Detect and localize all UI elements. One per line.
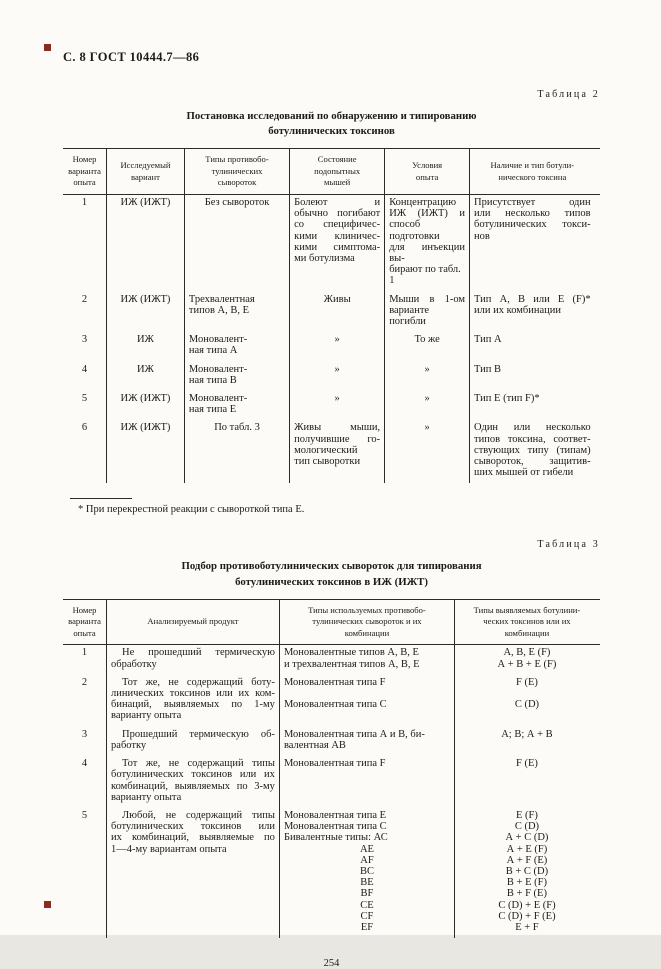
column-header: Номер варианта опыта bbox=[63, 149, 107, 194]
table2-title bbox=[63, 109, 600, 139]
table-cell: » bbox=[385, 391, 470, 420]
table-cell: 1 bbox=[63, 195, 107, 292]
footnote-rule bbox=[70, 498, 132, 499]
table-cell: Е (F) С (D) А + С (D) А + Е (F) А + F (Е) В + С (D) В + Е (F) В + F (Е) С (D) + Е (F) С (D) + F (Е) Е + F bbox=[498, 809, 556, 933]
table-2 bbox=[63, 148, 600, 483]
table-cell: 3 bbox=[63, 727, 107, 756]
table2-title-line2: ботулинических токсинов bbox=[268, 125, 395, 138]
table-row bbox=[63, 292, 600, 333]
column-header: Условия опыта bbox=[385, 149, 470, 194]
table-row bbox=[63, 195, 600, 292]
table-cell: 4 bbox=[63, 362, 107, 391]
table-cell: По табл. 3 bbox=[185, 420, 290, 483]
table-cell: Без сывороток bbox=[185, 195, 290, 292]
column-header: Типы противобо- тулинических сывороток bbox=[185, 149, 290, 194]
table-cell: Моновалентная типа F Моновалентная типа С bbox=[280, 675, 455, 727]
table-row bbox=[63, 675, 600, 727]
table-cell: 1 bbox=[63, 645, 107, 674]
table-row bbox=[63, 420, 600, 483]
table-cell: ИЖ (ИЖТ) bbox=[107, 195, 185, 292]
table-cell: Один или несколько типов токсина, соответ- ствующих типу (типам) сывороток, защитив- ших мышей от гибели bbox=[474, 422, 591, 479]
table-3 bbox=[63, 599, 600, 938]
column-header: Наличие и тип ботули- нического токсина bbox=[490, 160, 575, 182]
table-row bbox=[63, 756, 600, 808]
table-cell: Моновалентная типа Е Моновалентная типа С Бивалентные типы: АС АЕ AF ВС BE BF СЕ CF EF bbox=[280, 808, 455, 938]
table3-label: Таблица 3 bbox=[537, 539, 600, 551]
table-3-header-row bbox=[63, 600, 600, 646]
footnote-block bbox=[63, 498, 600, 515]
page-number: 254 bbox=[323, 958, 340, 969]
table-cell: Прошедший термическую об- работку bbox=[107, 727, 280, 756]
table-cell: То же bbox=[385, 332, 470, 361]
table-cell: » bbox=[385, 362, 470, 391]
column-header: Состояние подопытных мышей bbox=[290, 149, 385, 194]
table-cell: Присутствует один или несколько типов ботулинических токси- нов bbox=[474, 197, 591, 242]
table3-title-line1: Подбор противоботулинических сывороток для типирования bbox=[181, 560, 482, 573]
table-cell: ИЖ (ИЖТ) bbox=[107, 420, 185, 483]
table-2-header-row bbox=[63, 149, 600, 195]
scan-artifact-bottom-left bbox=[44, 901, 51, 908]
table-cell: Тот же, не содержащий типы ботулинических токсинов или их комбинаций, выявляемых по 3-му варианту опыта bbox=[107, 756, 280, 808]
table-cell: 3 bbox=[63, 332, 107, 361]
table-cell: Тип А bbox=[474, 334, 502, 346]
table-row bbox=[63, 362, 600, 391]
table-cell: F (Е) bbox=[516, 758, 538, 770]
table-cell: ИЖ bbox=[107, 362, 185, 391]
table-cell: » bbox=[290, 332, 385, 361]
table-cell: Любой, не содержащий типы ботулинических токсинов или их комбинаций, выявляемые по 1—4-му вариантам опыта bbox=[107, 808, 280, 938]
table-cell: 6 bbox=[63, 420, 107, 483]
table-cell: Моновалентные типов А, В, Е и трехвалентная типов А, В, Е bbox=[280, 645, 455, 674]
table-cell: 5 bbox=[63, 808, 107, 938]
table-cell: Живы bbox=[290, 292, 385, 333]
table-cell: Мыши в 1-ом варианте погибли bbox=[385, 292, 470, 333]
table2-label: Таблица 2 bbox=[537, 89, 600, 100]
table-cell: ИЖ (ИЖТ) bbox=[107, 292, 185, 333]
table-cell: Моновалент- ная типа А bbox=[185, 332, 290, 361]
table-row bbox=[63, 332, 600, 361]
table-cell: Моновалент- ная типа В bbox=[185, 362, 290, 391]
scan-artifact-top-left bbox=[44, 44, 51, 51]
table-cell: Тип В bbox=[474, 363, 502, 375]
table-cell: Живы мыши, получившие го- мологический тип сыворотки bbox=[290, 420, 385, 483]
table-cell: 4 bbox=[63, 756, 107, 808]
table-cell: ИЖ bbox=[107, 332, 185, 361]
table-cell: Тот же, не содержащий боту- линических токсинов или их ком- бинаций, выявляемых по 1-му варианту опыта bbox=[107, 675, 280, 727]
table-3-body bbox=[63, 645, 600, 938]
table-cell: Болеют и обычно погибают со специфичес- кими клиничес- кими симптома- ми ботулизма bbox=[290, 195, 385, 292]
table-cell: А, В, Е (F) А + В + Е (F) bbox=[497, 647, 557, 670]
table-cell: Моновалент- ная типа Е bbox=[185, 391, 290, 420]
table-cell: Моновалентная типа А и В, би- валентная АВ bbox=[280, 727, 455, 756]
table-row bbox=[63, 645, 600, 674]
column-header: Типы выявляемых ботулини- ческих токсинов или их комбинации bbox=[473, 604, 581, 638]
table-cell: » bbox=[290, 362, 385, 391]
column-header: Номер варианта опыта bbox=[63, 600, 107, 645]
table-cell: » bbox=[385, 420, 470, 483]
table3-title bbox=[63, 559, 600, 589]
footnote-text: * При перекрестной реакции с сывороткой типа Е. bbox=[78, 504, 305, 516]
table3-title-line2: ботулинических токсинов в ИЖ (ИЖТ) bbox=[235, 575, 428, 588]
doc-header: С. 8 ГОСТ 10444.7—86 bbox=[63, 50, 200, 64]
table-cell: Трехвалентная типов А, В, Е bbox=[185, 292, 290, 333]
table-cell: 2 bbox=[63, 675, 107, 727]
table2-title-line1: Постановка исследований по обнаружению и типированию bbox=[186, 110, 477, 122]
table-cell: » bbox=[290, 391, 385, 420]
table-cell: Тип Е (тип F)* bbox=[474, 393, 540, 405]
column-header: Анализируемый продукт bbox=[107, 600, 280, 645]
table-cell: А; В; А + В bbox=[501, 728, 553, 740]
table-cell: 2 bbox=[63, 292, 107, 333]
column-header: Исследуемый вариант bbox=[107, 149, 185, 194]
column-header: Типы используемых противобо- тулинических сывороток и их комбинации bbox=[280, 600, 455, 645]
table-cell: Концентрацию ИЖ (ИЖТ) и способ подготовки для инъекции вы- бирают по табл. 1 bbox=[385, 195, 470, 292]
table-cell: Моновалентная типа F bbox=[280, 756, 455, 808]
table-cell: Не прошедший термическую обработку bbox=[107, 645, 280, 674]
table-cell: Тип А, В или Е (F)* или их комбинации bbox=[474, 293, 591, 316]
table-cell: ИЖ (ИЖТ) bbox=[107, 391, 185, 420]
table-2-body bbox=[63, 195, 600, 483]
table-cell: 5 bbox=[63, 391, 107, 420]
table-row bbox=[63, 727, 600, 756]
table-cell: F (Е) С (D) bbox=[514, 676, 540, 711]
table-row bbox=[63, 391, 600, 420]
table-row bbox=[63, 808, 600, 938]
